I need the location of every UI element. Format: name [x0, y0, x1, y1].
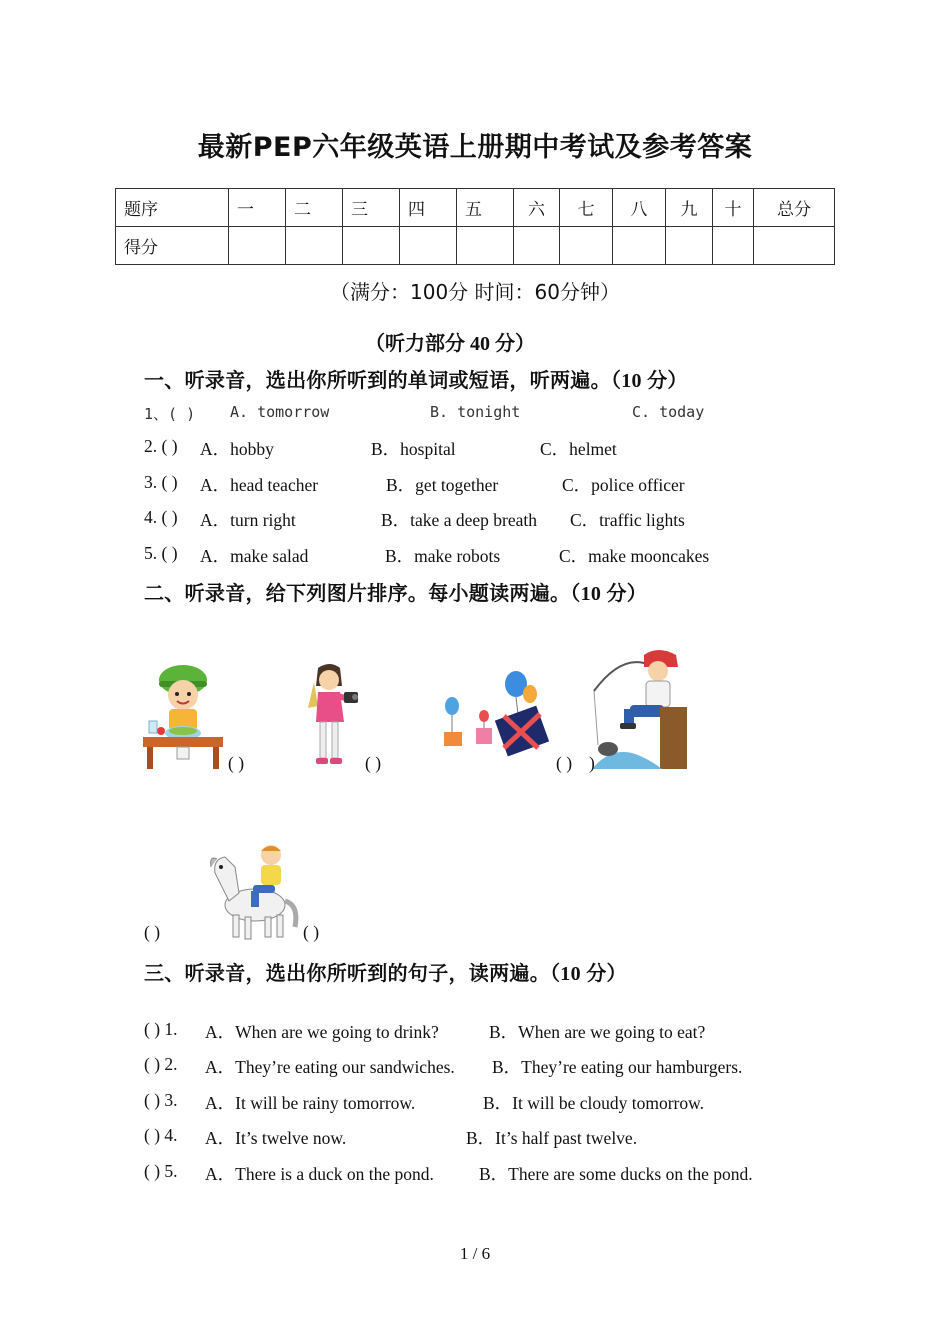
score-cell[interactable] [400, 227, 457, 265]
s1-q4-option-a[interactable]: A．turn right [200, 510, 296, 530]
s2-pic2-blank[interactable]: ( ) [365, 753, 382, 773]
s3-q3-option-b[interactable]: B．It will be cloudy tomorrow. [483, 1093, 704, 1113]
s1-q1-option-c[interactable]: C. today [632, 403, 705, 421]
section2-heading: 二、听录音，给下列图片排序。每小题读两遍。（10 分） [144, 583, 648, 605]
s1-q3-number: 3. ( ) [144, 472, 178, 492]
header-cell-8: 八 [613, 189, 666, 227]
section3-heading: 三、听录音，选出你所听到的句子，读两遍。（10 分） [144, 963, 627, 985]
s1-q5-option-a[interactable]: A．make salad [200, 546, 309, 566]
s3-q5-number: ( ) 5. [144, 1161, 178, 1181]
boy-making-salad-icon [143, 655, 225, 770]
s3-q5-option-b[interactable]: B．There are some ducks on the pond. [479, 1164, 753, 1184]
s1-q2-option-a[interactable]: A．hobby [200, 439, 274, 459]
s1-q1-option-a[interactable]: A. tomorrow [230, 403, 330, 421]
s3-q2-number: ( ) 2. [144, 1054, 178, 1074]
score-cell[interactable] [666, 227, 713, 265]
header-cell-6: 六 [514, 189, 560, 227]
score-table-score-row [116, 227, 835, 265]
header-cell-2: 二 [286, 189, 343, 227]
s3-q3-number: ( ) 3. [144, 1090, 178, 1110]
score-table-header-row [116, 189, 835, 227]
listening-part-heading: （听力部分 40 分） [365, 333, 535, 355]
s1-q5-number: 5. ( ) [144, 543, 178, 563]
s1-q1-number: 1、( ) [144, 405, 196, 423]
balloons-gifts-icon [440, 668, 552, 760]
header-cell-10: 十 [713, 189, 754, 227]
score-cell[interactable] [343, 227, 400, 265]
s2-pic5-blank-before[interactable]: ( ) [144, 922, 161, 942]
s3-q2-option-a[interactable]: A．They’re eating our sandwiches. [205, 1057, 455, 1077]
header-cell-1: 一 [229, 189, 286, 227]
s2-pic5-blank-after[interactable]: ( ) [303, 922, 320, 942]
s1-q2-option-b[interactable]: B．hospital [371, 439, 456, 459]
s1-q4-option-c[interactable]: C．traffic lights [570, 510, 685, 530]
s3-q3-option-a[interactable]: A．It will be rainy tomorrow. [205, 1093, 416, 1113]
s2-pic3-blank[interactable]: ( ) [556, 753, 573, 773]
header-cell-4: 四 [400, 189, 457, 227]
score-table [115, 188, 835, 265]
s1-q4-number: 4. ( ) [144, 507, 178, 527]
s1-q3-option-a[interactable]: A．head teacher [200, 475, 319, 495]
girl-taking-photo-icon [300, 660, 362, 768]
score-cell[interactable] [457, 227, 514, 265]
s1-q4-option-b[interactable]: B．take a deep breath [381, 510, 537, 530]
boy-fishing-icon [592, 645, 687, 769]
s3-q4-option-a[interactable]: A．It’s twelve now. [205, 1128, 347, 1148]
s3-q1-option-b[interactable]: B．When are we going to eat? [489, 1022, 706, 1042]
score-cell[interactable] [560, 227, 613, 265]
header-cell-total: 总分 [754, 189, 835, 227]
s2-pic1-blank[interactable]: ( ) [228, 753, 245, 773]
score-row-label: 得分 [116, 227, 229, 265]
score-cell[interactable] [613, 227, 666, 265]
page-number: 1 / 6 [459, 1244, 491, 1263]
score-cell[interactable] [713, 227, 754, 265]
s1-q5-option-c[interactable]: C．make mooncakes [559, 546, 710, 566]
header-cell-9: 九 [666, 189, 713, 227]
score-cell[interactable] [286, 227, 343, 265]
s1-q1-option-b[interactable]: B. tonight [430, 403, 521, 421]
s3-q2-option-b[interactable]: B．They’re eating our hamburgers. [492, 1057, 743, 1077]
header-cell-3: 三 [343, 189, 400, 227]
s3-q4-number: ( ) 4. [144, 1125, 178, 1145]
score-cell-total[interactable] [754, 227, 835, 265]
score-cell[interactable] [514, 227, 560, 265]
s3-q4-option-b[interactable]: B．It’s half past twelve. [466, 1128, 638, 1148]
s3-q5-option-a[interactable]: A．There is a duck on the pond. [205, 1164, 434, 1184]
s1-q2-number: 2. ( ) [144, 436, 178, 456]
score-cell[interactable] [229, 227, 286, 265]
s3-q1-option-a[interactable]: A．When are we going to drink? [205, 1022, 439, 1042]
s2-pic4-blank-closing: ) [589, 753, 595, 773]
header-cell-order: 题序 [116, 189, 229, 227]
boy-riding-horse-icon [205, 843, 301, 940]
exam-info: （满分：100分 时间：60分钟） [330, 280, 620, 304]
s1-q3-option-c[interactable]: C．police officer [562, 475, 685, 495]
s3-q1-number: ( ) 1. [144, 1019, 178, 1039]
s1-q2-option-c[interactable]: C．helmet [540, 439, 617, 459]
header-cell-5: 五 [457, 189, 514, 227]
page-title: 最新PEP六年级英语上册期中考试及参考答案 [197, 132, 753, 163]
s1-q3-option-b[interactable]: B．get together [386, 475, 499, 495]
header-cell-7: 七 [560, 189, 613, 227]
s1-q5-option-b[interactable]: B．make robots [385, 546, 501, 566]
section1-heading: 一、听录音，选出你所听到的单词或短语，听两遍。（10 分） [144, 370, 688, 392]
